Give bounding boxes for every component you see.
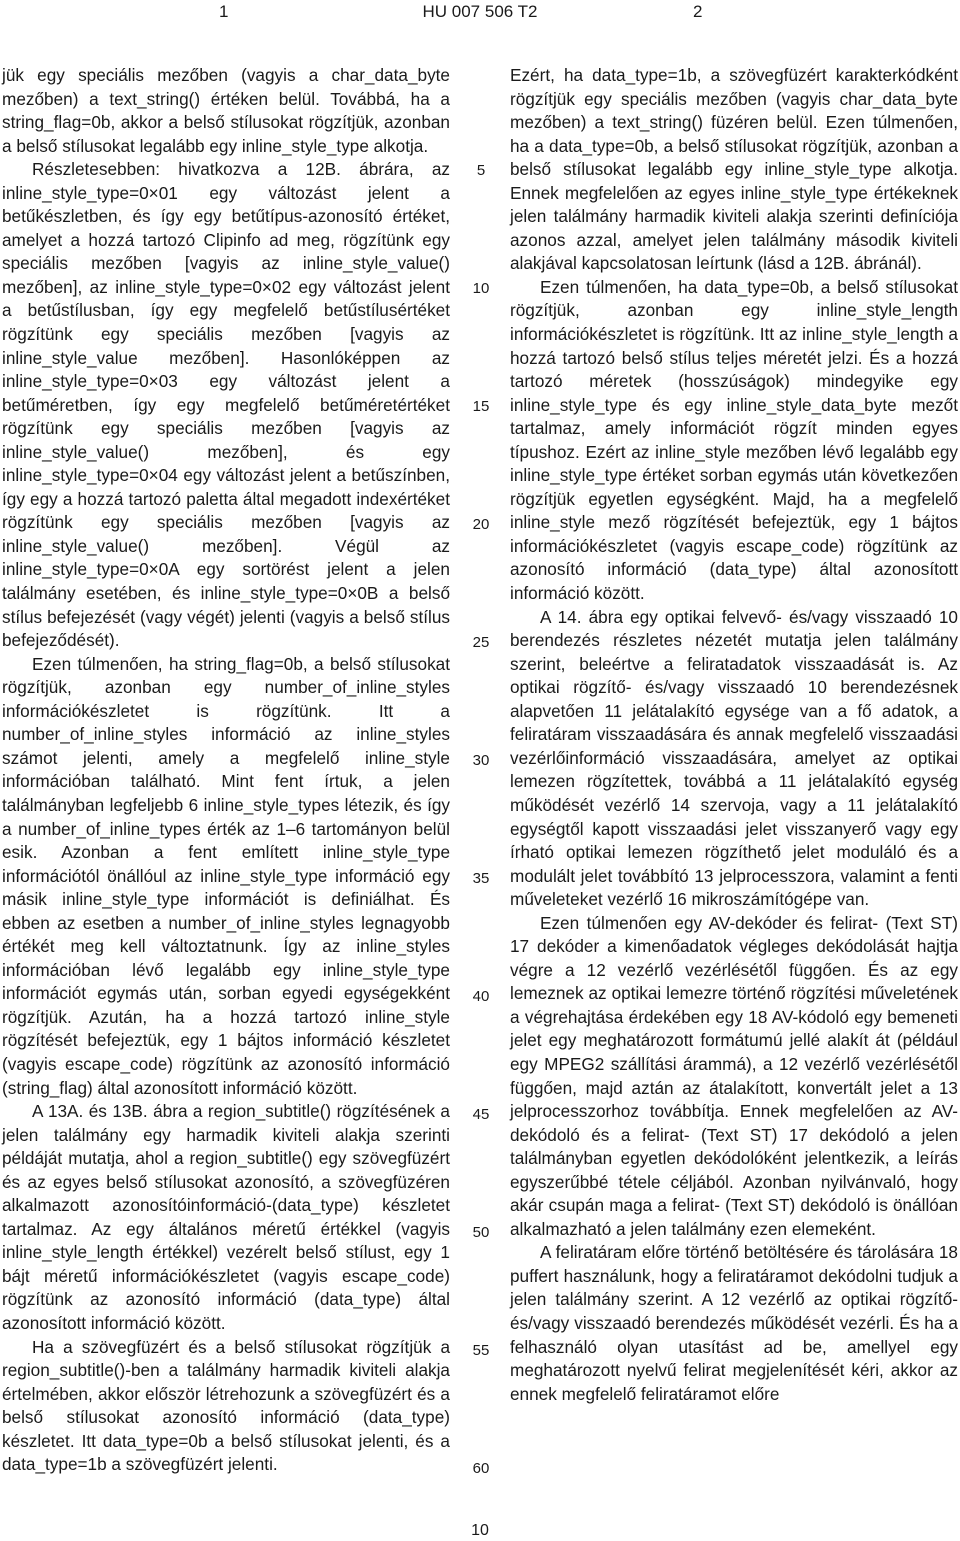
line-number: 15 (472, 398, 490, 415)
paragraph: Ezen túlmenően, ha data_type=0b, a belső stílusokat rögzítjük, azonban egy inline_style_length információkészletet is rögzítünk. Itt az inline_style_length a hozzá tartozó belső stílus teljes méretét jelzi. És a hozzá tartozó méretek (hosszúságok) mindegyike egy inline_style_type és egy inline_style_data_byte mezőt tartalmaz, amely információt rögzít minden egyes típushoz. Ezért az inline_style mezőben lévő legalább egy inline_style_type értéket sorban egymás után következően rögzítjük egyetlen egységként. Majd, ha a megfelelő inline_style mező rögzítését befejeztük, egy 1 bájtos információkészletet (vagyis escape_code) rögzítünk az azonosító információ (data_type) által azonosított információ között. (510, 276, 958, 604)
line-number: 60 (472, 1460, 490, 1477)
page-number-left: 1 (219, 2, 229, 21)
paragraph: Ezen túlmenően, ha string_flag=0b, a belső stílusokat rögzítjük, azonban egy number_of_inline_styles információkészletet is rögzítünk. Itt a number_of_inline_styles információ az inline_styles számot jelenti, amely a megfelelő inline_style információban található. Mint fent írtuk, a jelen találmányban legfeljebb 6 inline_style_types létezik, és így a number_of_inline_types érték az 1–6 tartományon belül esik. Azonban a fent említett inline_style_type információtól önállóul az inline_style_type információ egy másik inline_style_type információt is definiálhat. És ebben az esetben a number_of_inline_styles legnagyobb értékét meg kell változtatnunk. Így az inline_styles információban lévő legalább egy inline_style_type információt egymás után, sorban egyedi egységekként rögzítjük. Azután, ha a hozzá tartozó inline_style rögzítését befejeztük, egy 1 bájtos információ készletet (vagyis escape_code) rögzítünk az azonosító információ (string_flag) által azonosított információ között. (2, 653, 450, 1098)
paragraph: A 14. ábra egy optikai felvevő- és/vagy visszaadó 10 berendezés részletes nézetét mutatja jelen találmány szerint, beleértve a feliratadatok visszaadását is. Az optikai rögzítő- és/vagy visszaadó 10 berendezésnek alapvetően 11 jelátalakító egysége van a fő adatok, a feliratáram visszaadására és annak megfelelő visszaadási vezérlőinformáció visszaadására, amelyet az optikai lemezen rögzítettek, továbbá a 11 jelátalakító egység működését vezérlő 14 szervoja, vagy a 11 jelátalakító egységtől kapott visszaadási jelet visszanyerő vagy egy írható optikai lemezen rögzíthető jelet moduláló és a modulált jelet továbbító 13 jelprocesszora, valamint a fenti műveleteket vezérlő 16 mikroszámítógépe van. (510, 606, 958, 910)
line-number: 10 (472, 280, 490, 297)
paragraph: Részletesebben: hivatkozva a 12B. ábrára, az inline_style_type=0×01 egy változást jelent a betűkészletben, és így egy betűtípus-azonosító értéket, amelyet a hozzá tartozó Clipinfo ad meg, rögzítünk egy speciális mezőben [vagyis az inline_style_value() mezőben], az inline_style_type=0×02 egy változást jelent a betűstílusban, így egy megfelelő betűstílusértéket rögzítünk egy speciális mezőben [vagyis az inline_style_value mezőben]. Hasonlóképpen az inline_style_type=0×03 egy változást jelent a betűméretben, így egy megfelelő betűméretértéket rögzítünk egy speciális mezőben [vagyis az inline_style_value() mezőben], és egy inline_style_type=0×04 egy változást jelent a betűszínben, így egy a hozzá tartozó paletta által megadott indexértéket rögzítünk egy speciális mezőben [vagyis az inline_style_value() mezőben]. Végül az inline_style_type=0×0A egy sortörést jelent a jelen találmány esetében, és inline_style_type=0×0B a belső stílus befejezését (vagy végét) jelenti (vagyis a belső stílus befejeződését). (2, 159, 450, 651)
paragraph: Ezért, ha data_type=1b, a szövegfüzért karakterkódként rögzítjük egy speciális mezőben (vagyis char_data_byte mezőben) a text_string() füzéren belül. Ezen túlmenően, ha a data_type=0b, a belső stílusokat rögzítjük, azonban a belső stílusokat legalább egy inline_style_type alkotja. Ennek megfelelően az egyes inline_style_type értékeknek jelen találmány harmadik kiviteli alakja szerinti definíciója azonos azzal, amelyet jelen találmány második kiviteli alakjával kapcsolatosan leírtunk (lásd a 12B. ábránál). (510, 65, 958, 274)
line-number: 25 (472, 634, 490, 651)
line-number: 20 (472, 516, 490, 533)
line-number: 50 (472, 1224, 490, 1241)
paragraph: Ezen túlmenően egy AV-dekóder és felirat- (Text ST) 17 dekóder a kimenőadatok végleges dekódolását hajtja végre a 12 vezérlő vezérlésétől függően. És az egy lemeznek az optikai lemezre történő rögzítési műveletének a végrehajtása érdekében egy 18 AV-kódoló egy bemeneti jelet egy meghatározott formátumú jellé alakít át (például egy MPEG2 szállítási árammá), a 12 vezérlő vezérlésétől függően, majd aztán az átalakított, konvertált jelet a 13 jelprocesszorhoz továbbítja. Ennek megfelelően az AV-dekódoló és a felirat- (Text ST) 17 dekódoló a jelen találmányban egyetlen dekódolóként jelentkezik, a leírás egyszerűbbé tétele céljából. Azonban nyilvánvaló, hogy akár csupán maga a felirat- (Text ST) dekódoló is önállóan alkalmazható a jelen találmány ezen elemeként. (510, 912, 958, 1239)
line-number: 30 (472, 752, 490, 769)
line-number: 40 (472, 988, 490, 1005)
line-number: 45 (472, 1106, 490, 1123)
paragraph: A 13A. és 13B. ábra a region_subtitle() rögzítésének a jelen találmány egy harmadik kiviteli alakja szerinti példáját mutatja, ahol a region_subtitle() egy szövegfüzért és az egyes belső stílusokat azonosító, a szövegfüzéren alkalmazott azonosítóinformáció-(data_type) készletet tartalmaz. Az egy általános méretű értékkel (vagyis inline_style_length értékkel) vezérelt belső stílust, egy 1 bájt méretű információkészletet (vagyis escape_code) rögzítünk az azonosító információ (data_type) által azonosított információ között. (2, 1101, 450, 1333)
document-id: HU 007 506 T2 (422, 2, 538, 21)
page-number-right: 2 (693, 2, 703, 21)
line-number: 55 (472, 1342, 490, 1359)
paragraph: jük egy speciális mezőben (vagyis a char_data_byte mezőben) a text_string() értéken belül. Továbbá, ha a string_flag=0b, akkor a belső stílusokat rögzítjük, azonban a belső stílusokat legalább egy inline_style_type alkotja. (2, 65, 450, 156)
line-number: 35 (472, 870, 490, 887)
left-column (2, 64, 450, 1477)
paragraph: Ha a szövegfüzért és a belső stílusokat rögzítjük a region_subtitle()-ben a találmány harmadik kiviteli alakja értelmében, akkor először létrehozunk a szövegfüzért és a belső stílusokat azonosító információ (data_type) készletet. Itt data_type=0b a belső stílusokat jelenti, és a data_type=1b a szövegfüzért jelenti. (2, 1336, 450, 1475)
paragraph: A feliratáram előre történő betöltésére és tárolására 18 puffert használunk, hogy a feliratáramot dekódolni tudjuk a jelen találmány szerint. A 12 vezérlő az optikai rögzítő- és/vagy visszaadó berendezés működését vezérli. És ha a felhasználó olyan utasítást ad be, amellyel egy meghatározott nyelvű felirat megjelenítését kéri, akkor az ennek megfelelő feliratáramot előre (510, 1242, 958, 1404)
line-number: 5 (476, 162, 486, 179)
page-footer-number: 10 (471, 1522, 489, 1539)
right-column (510, 64, 958, 1406)
